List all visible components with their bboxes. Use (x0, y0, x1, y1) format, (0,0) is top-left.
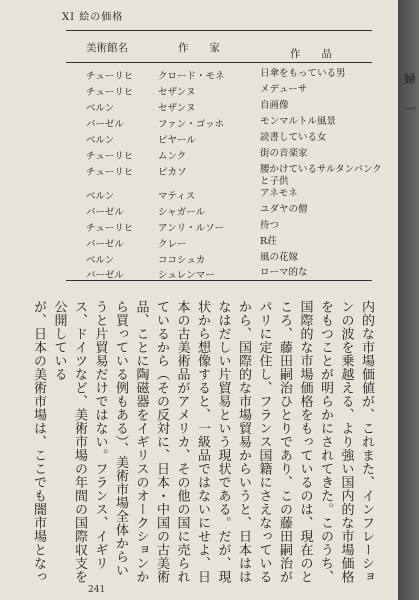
cell-artist: セザンヌ (158, 87, 196, 98)
header-work: 作 品 (290, 48, 332, 60)
cell-artist: ピヤール (158, 135, 196, 146)
table-header-rule (66, 62, 372, 63)
cell-work: 腰かけているサルタンバンクと子供 (260, 164, 382, 187)
table-bottom-rule (66, 280, 372, 281)
cell-museum: バーゼル (86, 239, 124, 250)
cell-artist: ファン・ゴッホ (158, 119, 225, 130)
cell-artist: シャガール (158, 207, 206, 218)
cell-artist: ムンク (158, 151, 187, 162)
table-top-rule (66, 30, 372, 31)
paragraph: 内的な市場価値が、これまた、インフレーションの波を乗越える、より強い国内的な市場価格をもつことが明らかにされてきた。このうち、国際的な市場価格をもっているのは、現在のところ、藤田嗣治ひとりであり、この藤田嗣治がパリに定住し、フランス国籍にさえなっているから、国際的な市場貿易からいうと、日本ははなはだしい片貿易という現状である。だが、現状から想像すると、一級品ではないにせよ、日本の古美術品がアメリカ、その他の国に売られているから（その反対に、日本・中国の古美術品、ことに陶磁器をイギリスのオークションから買っている例もある）、美術市場全体からいうと片貿易だけではない。フランス、イギリス、ドイツなど、美術市場の年間の国際収支を公開している (51, 300, 374, 584)
cell-museum: チューリヒ (86, 223, 134, 234)
cell-artist: シュレンマー (158, 270, 215, 281)
cell-museum: チューリヒ (86, 71, 134, 82)
facing-page-glyph: 婦 (404, 72, 417, 86)
cell-work: 自画像 (260, 100, 289, 111)
cell-work: モンマルトル風景 (260, 116, 337, 127)
cell-museum: ベルン (86, 255, 115, 266)
cell-museum: バーゼル (86, 207, 124, 218)
cell-work: 日傘をもっている男 (260, 68, 346, 79)
cell-work: 街の音楽家 (260, 148, 308, 159)
running-head: XI 絵の価格 (62, 12, 124, 23)
body-text (31, 300, 376, 590)
cell-museum: バーゼル (86, 270, 124, 281)
cell-museum: ベルン (86, 135, 115, 146)
facing-page-glyph: 一 (404, 102, 417, 116)
cell-work: 待つ (260, 220, 280, 231)
cell-artist: クロード・モネ (158, 71, 225, 82)
cell-museum: バーゼル (86, 119, 124, 130)
cell-work: メデューサ (260, 84, 308, 95)
cell-work: 読書している女 (260, 132, 327, 143)
header-artist: 作 家 (178, 42, 220, 54)
facing-page-edge (398, 0, 419, 600)
cell-museum: チューリヒ (86, 167, 134, 178)
cell-work: R荘 (260, 236, 277, 247)
cell-artist: ピカソ (158, 167, 187, 178)
cell-museum: チューリヒ (86, 87, 134, 98)
cell-artist: ココシュカ (158, 255, 206, 266)
cell-work: 風の花嫁 (260, 252, 299, 263)
cell-museum: ベルン (86, 191, 115, 202)
cell-museum: チューリヒ (86, 151, 134, 162)
cell-museum: ベルン (86, 103, 115, 114)
cell-work: ユダヤの僧 (260, 204, 308, 215)
cell-artist: マティス (158, 191, 196, 202)
cell-artist: アンリ・ルソー (158, 223, 225, 234)
cell-artist: セザンヌ (158, 103, 196, 114)
table-header (0, 40, 398, 60)
page-number: 241 (88, 585, 106, 595)
cell-work: ローマ的な (260, 267, 308, 278)
paragraph: が、日本の美術市場は、ここでも闇市場となっ (31, 300, 46, 584)
header-museum: 美術館名 (86, 42, 128, 54)
cell-work: アネモネ (260, 188, 298, 199)
cell-artist: クレー (158, 239, 187, 250)
